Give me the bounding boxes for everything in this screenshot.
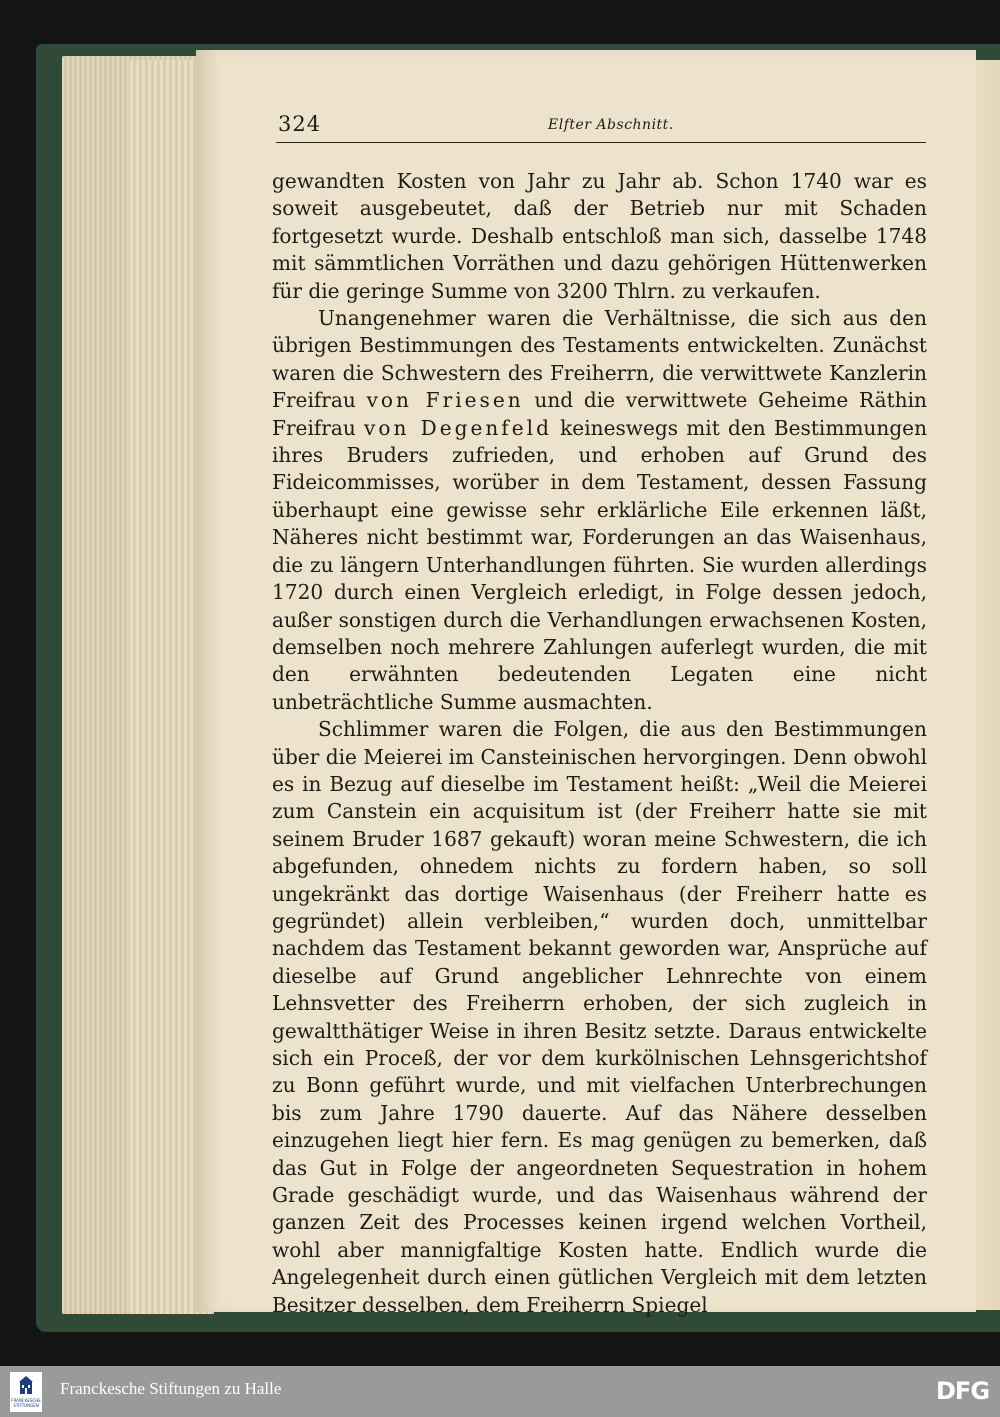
franckesche-logo[interactable] bbox=[10, 1372, 42, 1412]
running-head: Elfter Abschnitt. bbox=[548, 117, 674, 133]
spaced-name: von Friesen bbox=[366, 388, 524, 413]
paragraph-text: keineswegs mit den Bestimmungen ihres Bruders zufrieden, und erhoben auf Grund des Fideicommisses, worüber in dem Testament, dessen Fassung überhaupt eine gewisse sehr erklärliche Eile erkennen läßt, Näheres nicht bestimmt war, Forderungen an das Waisenhaus, die zu längern Unterhandlungen führten. Sie wurden allerdings 1720 durch einen Vergleich erledigt, in Folge dessen jedoch, außer sonstigen durch die Verhandlungen erwachsenen Kosten, demselben noch mehrere Zahlungen auferlegt wurden, die mit den erwähnten bedeutenden Legaten eine nicht unbeträchtliche Summe ausmachten. bbox=[272, 415, 928, 714]
spaced-name: von Degenfeld bbox=[364, 415, 552, 440]
paragraph-text: gewandten Kosten von Jahr zu Jahr ab. Schon 1740 war es soweit ausgebeutet, daß der Betrieb nur mit Schaden fortgesetzt wurde. Deshalb entschloß man sich, dasselbe 1748 mit sämmtlichen Vorräthen und dazu gehörigen Hüttenwerken für die geringe Summe von 3200 Thlrn. zu verkaufen. bbox=[272, 169, 927, 303]
page-header bbox=[276, 112, 926, 143]
paragraph-text: Schlimmer waren die Folgen, die aus den Bestimmungen über die Meierei im Cansteinischen hervorgingen. Denn obwohl es in Bezug auf dieselbe im Testament heißt: „Weil die Meierei zum Canstein ein acquisitum ist (der Freiherr hatte sie mit seinem Bruder 1687 gekauft) woran meine Schwestern, die ich abgefunden, ohnedem nichts zu fordern haben, so soll ungekränkt das dortige Waisenhaus (der Freiherr hatte es gegründet) allein verbleiben,“ wurden doch, unmittelbar nachdem das Testament bekannt geworden war, Ansprüche auf dieselbe auf Grund angeblicher Lehnrechte von einem Lehnsvetter des Freiherrn erhoben, der sich zugleich in gewaltthätiger Weise in ihren Besitz setzte. Daraus entwickelte sich ein Proceß, der vor dem kurkölnischen Lehnsgerichtshof zu Bonn geführt wurde, und mit vielfachen Unterbrechungen bis zum Jahre 1790 dauerte. Auf das Nähere desselben einzugehen liegt hier fern. Es mag genügen zu bemerken, daß das Gut in Folge der angeordneten Sequestration in hohem Grade geschädigt wurde, und das Waisenhaus während der ganzen Zeit des Processes keinen irgend welchen Vortheil, wohl aber mannigfaltige Kosten hatte. Endlich wurde die Angelegenheit durch einen gütlichen Vergleich mit dem letzten Besitzer desselben, dem Freiherrn Spiegel bbox=[272, 717, 927, 1317]
paragraph-text: Unangenehmer waren die Verhältnisse, die sich aus den übrigen Bestimmungen des Testaments entwickelten. Zunächst waren die Schwestern des Freiherrn, die verwittwete Kanzlerin Freifrau bbox=[272, 306, 927, 413]
paragraph bbox=[272, 716, 927, 1319]
dfg-logo[interactable]: DFG bbox=[936, 1377, 990, 1405]
institution-label[interactable]: Franckesche Stiftungen zu Halle bbox=[60, 1379, 282, 1398]
paragraph bbox=[272, 168, 927, 305]
viewer-footer bbox=[0, 1366, 1000, 1417]
building-icon bbox=[19, 1376, 33, 1394]
paragraph bbox=[272, 305, 927, 716]
paragraph-text: und die verwittwete Geheime Räthin Freifrau bbox=[272, 388, 927, 440]
page-number: 324 bbox=[278, 112, 322, 136]
logo-caption: FRANCKESCHE STIFTUNGEN bbox=[11, 1398, 41, 1408]
body-text bbox=[272, 168, 927, 1319]
